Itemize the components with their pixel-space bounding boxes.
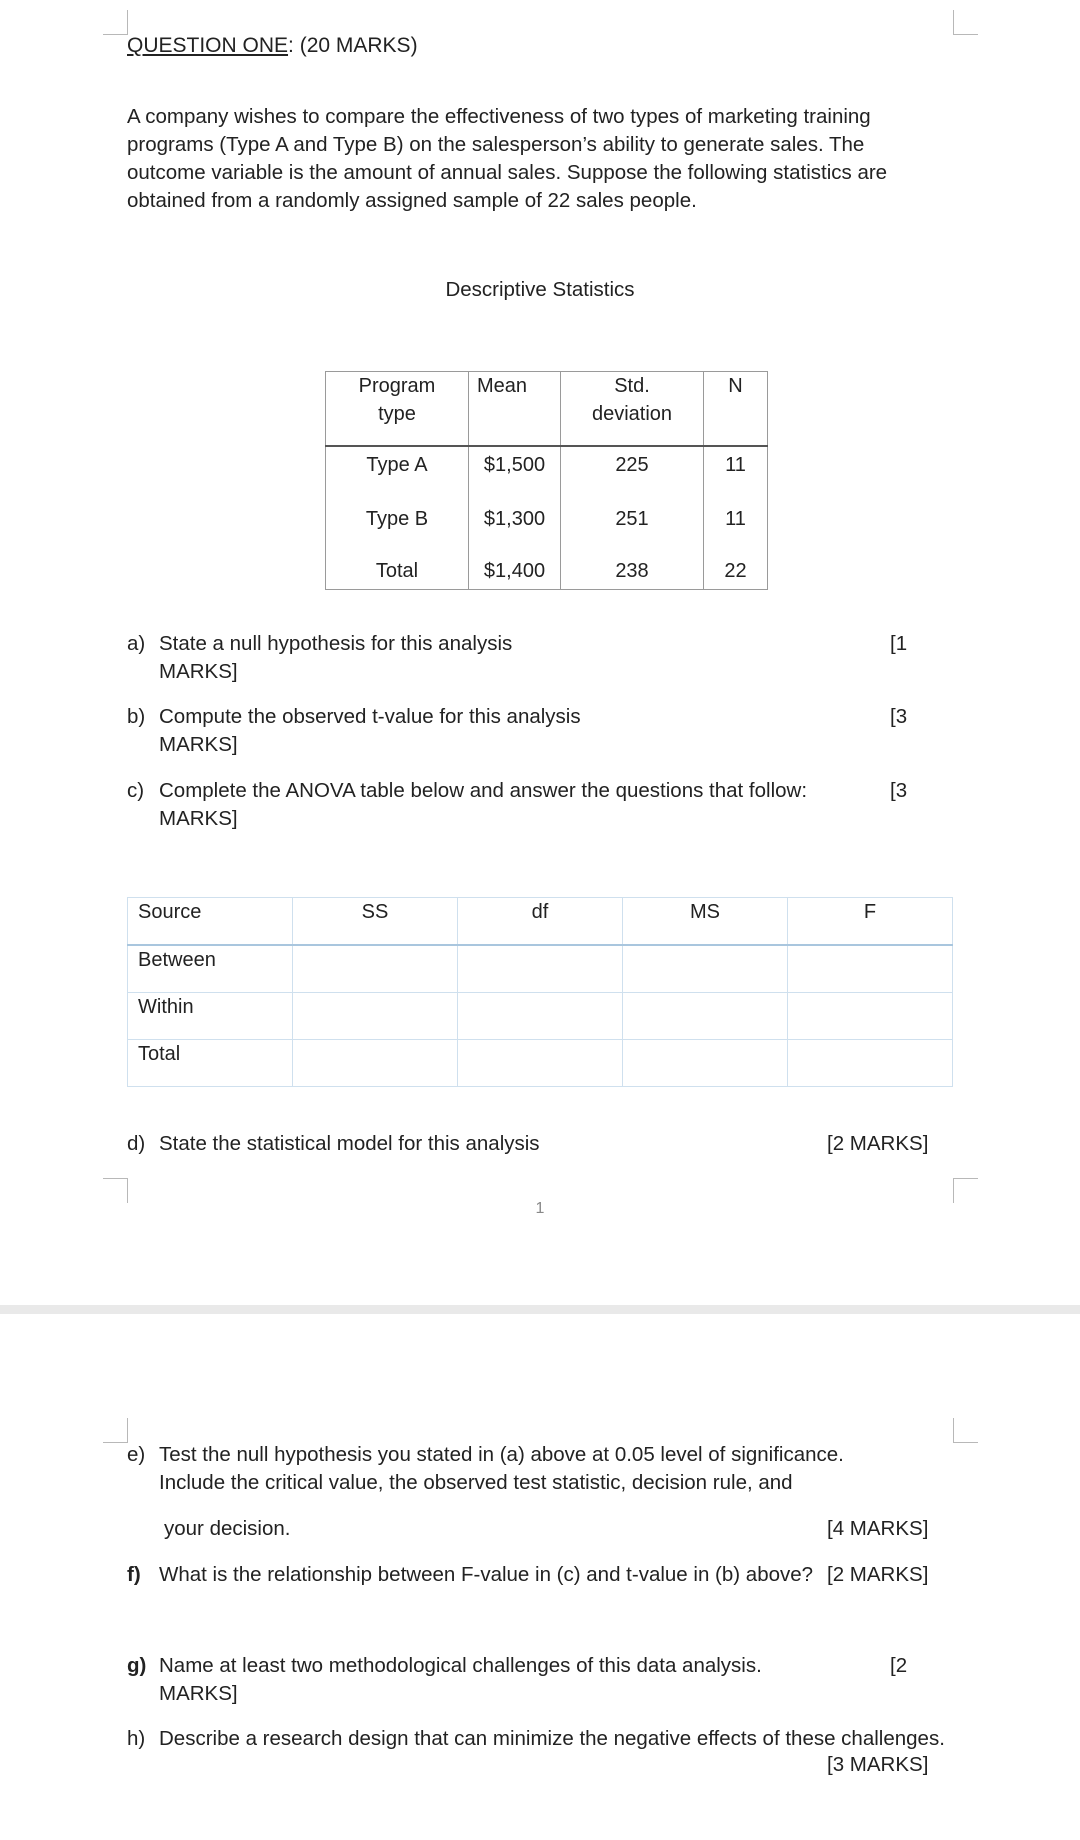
- cell-n: 11: [704, 446, 768, 491]
- cell-ms-within: [623, 993, 788, 1040]
- table-header-row: [326, 372, 768, 447]
- header-ss: SS: [293, 898, 458, 946]
- question-g: [127, 1652, 947, 1712]
- cell-df-within: [458, 993, 623, 1040]
- corner-mark-top-right: [953, 1418, 978, 1443]
- cell-program: Type A: [326, 446, 469, 491]
- header-n: N: [704, 372, 768, 447]
- page-separator: [0, 1305, 1080, 1314]
- question-text: State a null hypothesis for this analysis: [159, 632, 513, 655]
- header-std-deviation: Std. deviation: [561, 372, 704, 447]
- question-d: [127, 1130, 947, 1160]
- cell-mean: $1,300: [469, 491, 561, 549]
- row-label-total: Total: [128, 1040, 293, 1087]
- cell-n: 22: [704, 549, 768, 590]
- question-text-line-3: your decision.: [164, 1517, 291, 1540]
- question-text: Describe a research design that can minimize the negative effects of these challenges.: [159, 1727, 945, 1750]
- question-text: Complete the ANOVA table below and answer the questions that follow:: [159, 779, 808, 802]
- question-marks: [2 MARKS]: [827, 1132, 929, 1155]
- question-label: f): [127, 1563, 141, 1586]
- question-b: [127, 703, 947, 763]
- question-text: Name at least two methodological challenges of this data analysis.: [159, 1654, 762, 1677]
- cell-n: 11: [704, 491, 768, 549]
- cell-f-between: [788, 945, 953, 993]
- question-text-line-2: Include the critical value, the observed test statistic, decision rule, and: [159, 1471, 793, 1494]
- descriptive-statistics-title: Descriptive Statistics: [445, 278, 635, 301]
- question-label: c): [127, 779, 145, 802]
- question-text: Compute the observed t-value for this analysis: [159, 705, 581, 728]
- cell-std: 238: [561, 549, 704, 590]
- header-mean: Mean: [469, 372, 561, 447]
- question-marks-cont: MARKS]: [159, 1682, 238, 1705]
- intro-line-2: programs (Type A and Type B) on the salesperson’s ability to generate sales. The: [127, 133, 865, 156]
- question-marks: [1: [890, 632, 908, 655]
- question-label: b): [127, 705, 146, 728]
- question-e: [127, 1441, 947, 1551]
- question-marks-cont: MARKS]: [159, 807, 238, 830]
- table-row: [128, 993, 953, 1040]
- corner-mark-top-left: [103, 1418, 128, 1443]
- question-marks: [3: [890, 705, 908, 728]
- row-label-within: Within: [128, 993, 293, 1040]
- cell-program: Total: [326, 549, 469, 590]
- anova-header-row: [128, 898, 953, 946]
- intro-line-1: A company wishes to compare the effectiveness of two types of marketing training: [127, 105, 871, 128]
- descriptive-statistics-table: [325, 371, 768, 590]
- question-text-line-1: Test the null hypothesis you stated in (a) above at 0.05 level of significance.: [159, 1443, 844, 1466]
- question-marks: [3 MARKS]: [827, 1753, 929, 1776]
- cell-ss-within: [293, 993, 458, 1040]
- header-source: Source: [128, 898, 293, 946]
- question-a: [127, 630, 947, 690]
- question-text: What is the relationship between F-value in (c) and t-value in (b) above?: [159, 1563, 814, 1586]
- question-label: a): [127, 632, 146, 655]
- page-number: 1: [535, 1200, 545, 1217]
- table-row: [326, 549, 768, 590]
- question-label: d): [127, 1132, 146, 1155]
- question-marks: [3: [890, 779, 908, 802]
- heading-underlined: QUESTION ONE: [127, 34, 289, 57]
- table-row: [326, 491, 768, 549]
- cell-mean: $1,400: [469, 549, 561, 590]
- cell-std: 225: [561, 446, 704, 491]
- cell-f-within: [788, 993, 953, 1040]
- anova-table: [127, 897, 953, 1087]
- question-label: e): [127, 1443, 146, 1466]
- cell-ms-total: [623, 1040, 788, 1087]
- header-program-type: Program type: [326, 372, 469, 447]
- intro-line-4: obtained from a randomly assigned sample of 22 sales people.: [127, 189, 697, 212]
- header-df: df: [458, 898, 623, 946]
- question-marks-cont: MARKS]: [159, 660, 238, 683]
- question-label: g): [127, 1654, 147, 1677]
- question-one-heading: [127, 34, 418, 58]
- cell-df-between: [458, 945, 623, 993]
- cell-ms-between: [623, 945, 788, 993]
- header-f: F: [788, 898, 953, 946]
- cell-f-total: [788, 1040, 953, 1087]
- question-text: State the statistical model for this analysis: [159, 1132, 540, 1155]
- heading-marks: : (20 MARKS): [288, 34, 418, 57]
- row-label-between: Between: [128, 945, 293, 993]
- question-marks: [2 MARKS]: [827, 1563, 929, 1586]
- cell-ss-total: [293, 1040, 458, 1087]
- header-ms: MS: [623, 898, 788, 946]
- question-f: [127, 1561, 947, 1591]
- intro-paragraph: [127, 103, 947, 215]
- question-c: [127, 777, 947, 837]
- question-marks-cont: MARKS]: [159, 733, 238, 756]
- corner-mark-top-right: [953, 10, 978, 35]
- corner-mark-top-left: [103, 10, 128, 35]
- document-page-2: [0, 1314, 1080, 1840]
- table-row: [128, 945, 953, 993]
- cell-std: 251: [561, 491, 704, 549]
- question-marks: [4 MARKS]: [827, 1517, 929, 1540]
- question-label: h): [127, 1727, 146, 1750]
- cell-program: Type B: [326, 491, 469, 549]
- intro-line-3: outcome variable is the amount of annual sales. Suppose the following statistics are: [127, 161, 888, 184]
- table-row: [128, 1040, 953, 1087]
- cell-mean: $1,500: [469, 446, 561, 491]
- cell-ss-between: [293, 945, 458, 993]
- question-h: [127, 1725, 967, 1785]
- cell-df-total: [458, 1040, 623, 1087]
- table-row: [326, 446, 768, 491]
- question-marks: [2: [890, 1654, 908, 1677]
